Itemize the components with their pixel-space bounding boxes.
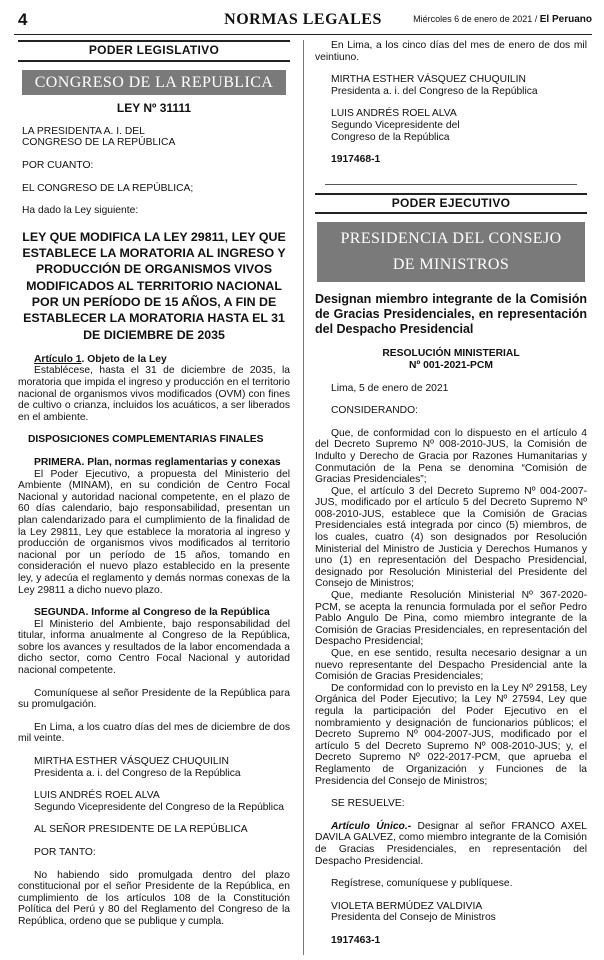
publication-code: 1917463-1: [331, 934, 381, 946]
paragraph: En Lima, a los cinco días del mes de enero de dos mil veintiuno.: [315, 40, 587, 63]
paragraph: De conformidad con lo previsto en la Ley Nº 29158, Ley Orgánica del Poder Ejecutivo; la Ley Nº 27594, Ley que regula la participación del Poder Ejecutivo en el nombramiento y designación de funcionarios públicos; el Decreto Supremo Nº 004-2007-JUS, modificado por el artículo 5 del Decreto Supremo Nº 008-2010-JUS; y, el Decreto Supremo Nº 022-2017-PCM, que aprueba el Reglamento de Organización y Funciones de la Presidencia del Consejo de Ministros;: [315, 682, 587, 787]
article-label: Artículo Único.-: [331, 820, 412, 832]
paragraph: Ha dado la Ley siguiente:: [22, 205, 139, 217]
resolution-number: Nº 001-2021-PCM: [409, 359, 493, 371]
signatory-name: LUIS ANDRÉS ROEL ALVA: [34, 790, 160, 802]
paragraph: LA PRESIDENTA A. I. DEL CONGRESO DE LA REPÚBLICA: [22, 125, 176, 149]
signatory-role: Presidenta a. i. del Congreso de la República: [331, 85, 538, 97]
law-title: LEY QUE MODIFICA LA LEY 29811, LEY QUE ESTABLECE LA MORATORIA AL INGRESO Y PRODUCCIÓN DE ORGANISMOS VIVOS MODIFICADOS AL TERRITORIO NACIONAL POR UN PERÍODO DE 15 AÑOS, A FIN DE ESTABLECER LA MORATORIA HASTA EL 31 DE DICIEMBRE DE 2035: [22, 229, 286, 342]
article-text: Designar al señor FRANCO AXEL DAVILA GALVEZ, como miembro integrante de la Comisión de Gracias Presidenciales, en representación del Despacho Presidencial.: [315, 820, 587, 867]
institution-line: DE MINISTROS: [392, 256, 510, 274]
page-header: [14, 8, 592, 35]
article-title: . Objeto de la Ley: [81, 353, 167, 365]
page-number: 4: [18, 10, 28, 29]
institution-banner-pcm: [317, 222, 585, 282]
paragraph: POR CUANTO:: [22, 159, 94, 171]
signatory-role: Presidenta del Consejo de Ministros: [331, 912, 496, 924]
paragraph: POR TANTO:: [34, 847, 96, 859]
article-paragraph: [315, 821, 587, 867]
brand-name: El Peruano: [539, 14, 592, 25]
article-label: Artículo 1: [34, 353, 82, 365]
paragraph: Regístrese, comuníquese y publíquese.: [331, 878, 513, 890]
right-column: [315, 40, 587, 946]
law-number: LEY Nº 31111: [116, 101, 192, 116]
signatory-name: MIRTHA ESTHER VÁSQUEZ CHUQUILIN: [34, 756, 229, 768]
signatory-name: VIOLETA BERMÚDEZ VALDIVIA: [331, 900, 483, 912]
paragraph: Lima, 5 de enero de 2021: [331, 382, 449, 394]
provision-text: El Ministerio del Ambiente, bajo responsabilidad del titular, informa anualmente al Congreso de la República, sobre los avances y resultados de la labor encomendada a dicho sector, como Centro Focal Nacional y autoridad nacional competente.: [18, 618, 290, 677]
paragraph: SE RESUELVE:: [331, 798, 405, 810]
paragraph: CONSIDERANDO:: [331, 405, 418, 417]
paragraph: AL SEÑOR PRESIDENTE DE LA REPÚBLICA: [34, 824, 248, 836]
paragraph: No habiendo sido promulgada dentro del plazo constitucional por el señor Presidente de la República, en cumplimiento de los artículos 108 de la Constitución Política del Perú y 80 del Reglamento del Congreso de la República, ordeno que se publique y cumpla.: [18, 869, 290, 927]
section-subheading: DISPOSICIONES COMPLEMENTARIAS FINALES: [28, 434, 264, 446]
paragraph: Que, de conformidad con lo dispuesto en el artículo 4 del Decreto Supremo Nº 008-2010-JUS, la Comisión de Indulto y Derecho de Gracia por Razones Humanitarias y Conmutación de la Pena se denomina “Comisión de Gracias Presidenciales”;: [315, 427, 587, 486]
institution-banner-congreso: CONGRESO DE LA REPUBLICA: [22, 70, 286, 96]
paragraph: Que, en ese sentido, resulta necesario designar a un nuevo representante del Despacho Presidencial ante la Comisión de Gracias Presidenciales;: [315, 648, 587, 683]
signatory-name: MIRTHA ESTHER VÁSQUEZ CHUQUILIN: [331, 74, 526, 86]
resolution-title: RESOLUCIÓN MINISTERIAL: [382, 348, 520, 360]
column-divider: [303, 40, 304, 955]
paragraph: En Lima, a los cuatro días del mes de diciembre de dos mil veinte.: [18, 721, 290, 745]
paragraph: Que, el artículo 3 del Decreto Supremo Nº 004-2007-JUS, modificado por el artículo 5 del Decreto Supremo Nº 008-2010-JUS, establece que la Comisión de Gracias Presidenciales está integrada por cinco (5) miembros, de los cuales, cuatro (4) son designados por Resolución Ministerial del Ministro de Justicia y Derechos Humanos y uno (1) en representación del Despacho Presidencial, designado por Resolución Ministerial del Presidente del Consejo de Ministros;: [315, 485, 587, 590]
paragraph: Comuníquese al señor Presidente de la República para su promulgación.: [18, 687, 290, 711]
article-text: Establécese, hasta el 31 de diciembre de 2035, la moratoria que impida el ingreso y producción en el territorio nacional de organismos vivos modificados (OVM) con fines de cultivo o crianza, incluidos los acuáticos, a ser liberados en el ambiente.: [18, 365, 290, 423]
article-heading: [18, 354, 290, 366]
signatory-role: Segundo Vicepresidente del: [331, 119, 460, 131]
issue-date-text: Miércoles 6 de enero de 2021 /: [413, 14, 538, 24]
provision-text: El Poder Ejecutivo, a propuesta del Ministerio del Ambiente (MINAM), en su condición de Centro Focal Nacional y autoridad nacional competente, en el plazo de 60 días calendario, bajo responsabilidad, presentan un plan calendarizado para el cumplimiento de la finalidad de la Ley 29811, Ley que establece la moratoria al ingreso y producción de organismos vivos modificados al territorio nacional por un período de 15 años, tomando en consideración el nuevo plazo establecido en la presente ley, y adecúa el reglamento y demás normas conexas de la Ley 29811 a dicho nuevo plazo.: [18, 468, 290, 596]
section-header-ejecutivo: PODER EJECUTIVO: [315, 193, 587, 215]
signatory-name: LUIS ANDRÉS ROEL ALVA: [331, 108, 457, 120]
signatory-role: Presidenta a. i. del Congreso de la República: [34, 767, 241, 779]
section-header-legislativo: PODER LEGISLATIVO: [18, 40, 290, 62]
publication-title: NORMAS LEGALES: [224, 11, 382, 28]
separator: [325, 170, 577, 185]
left-column: [18, 40, 290, 928]
institution-line: PRESIDENCIA DEL CONSEJO: [340, 230, 562, 248]
provision-title: PRIMERA. Plan, normas reglamentarias y conexas: [34, 456, 281, 468]
signatory-role: Congreso de la República: [331, 131, 450, 143]
paragraph: EL CONGRESO DE LA REPÚBLICA;: [22, 182, 194, 194]
provision-title: SEGUNDA. Informe al Congreso de la República: [34, 607, 270, 619]
publication-code: 1917468-1: [331, 154, 381, 166]
issue-date: [413, 14, 592, 25]
paragraph: Que, mediante Resolución Ministerial Nº 367-2020-PCM, se acepta la renuncia formulada por el señor Pedro Pablo Angulo De Pina, como miembro integrante de la Comisión de Gracias Presidenciales, en representación del Despacho Presidencial;: [315, 590, 587, 648]
signatory-role: Segundo Vicepresidente del Congreso de la República: [34, 801, 284, 813]
headline: Designan miembro integrante de la Comisión de Gracias Presidenciales, en representación del Despacho Presidencial: [315, 292, 587, 337]
